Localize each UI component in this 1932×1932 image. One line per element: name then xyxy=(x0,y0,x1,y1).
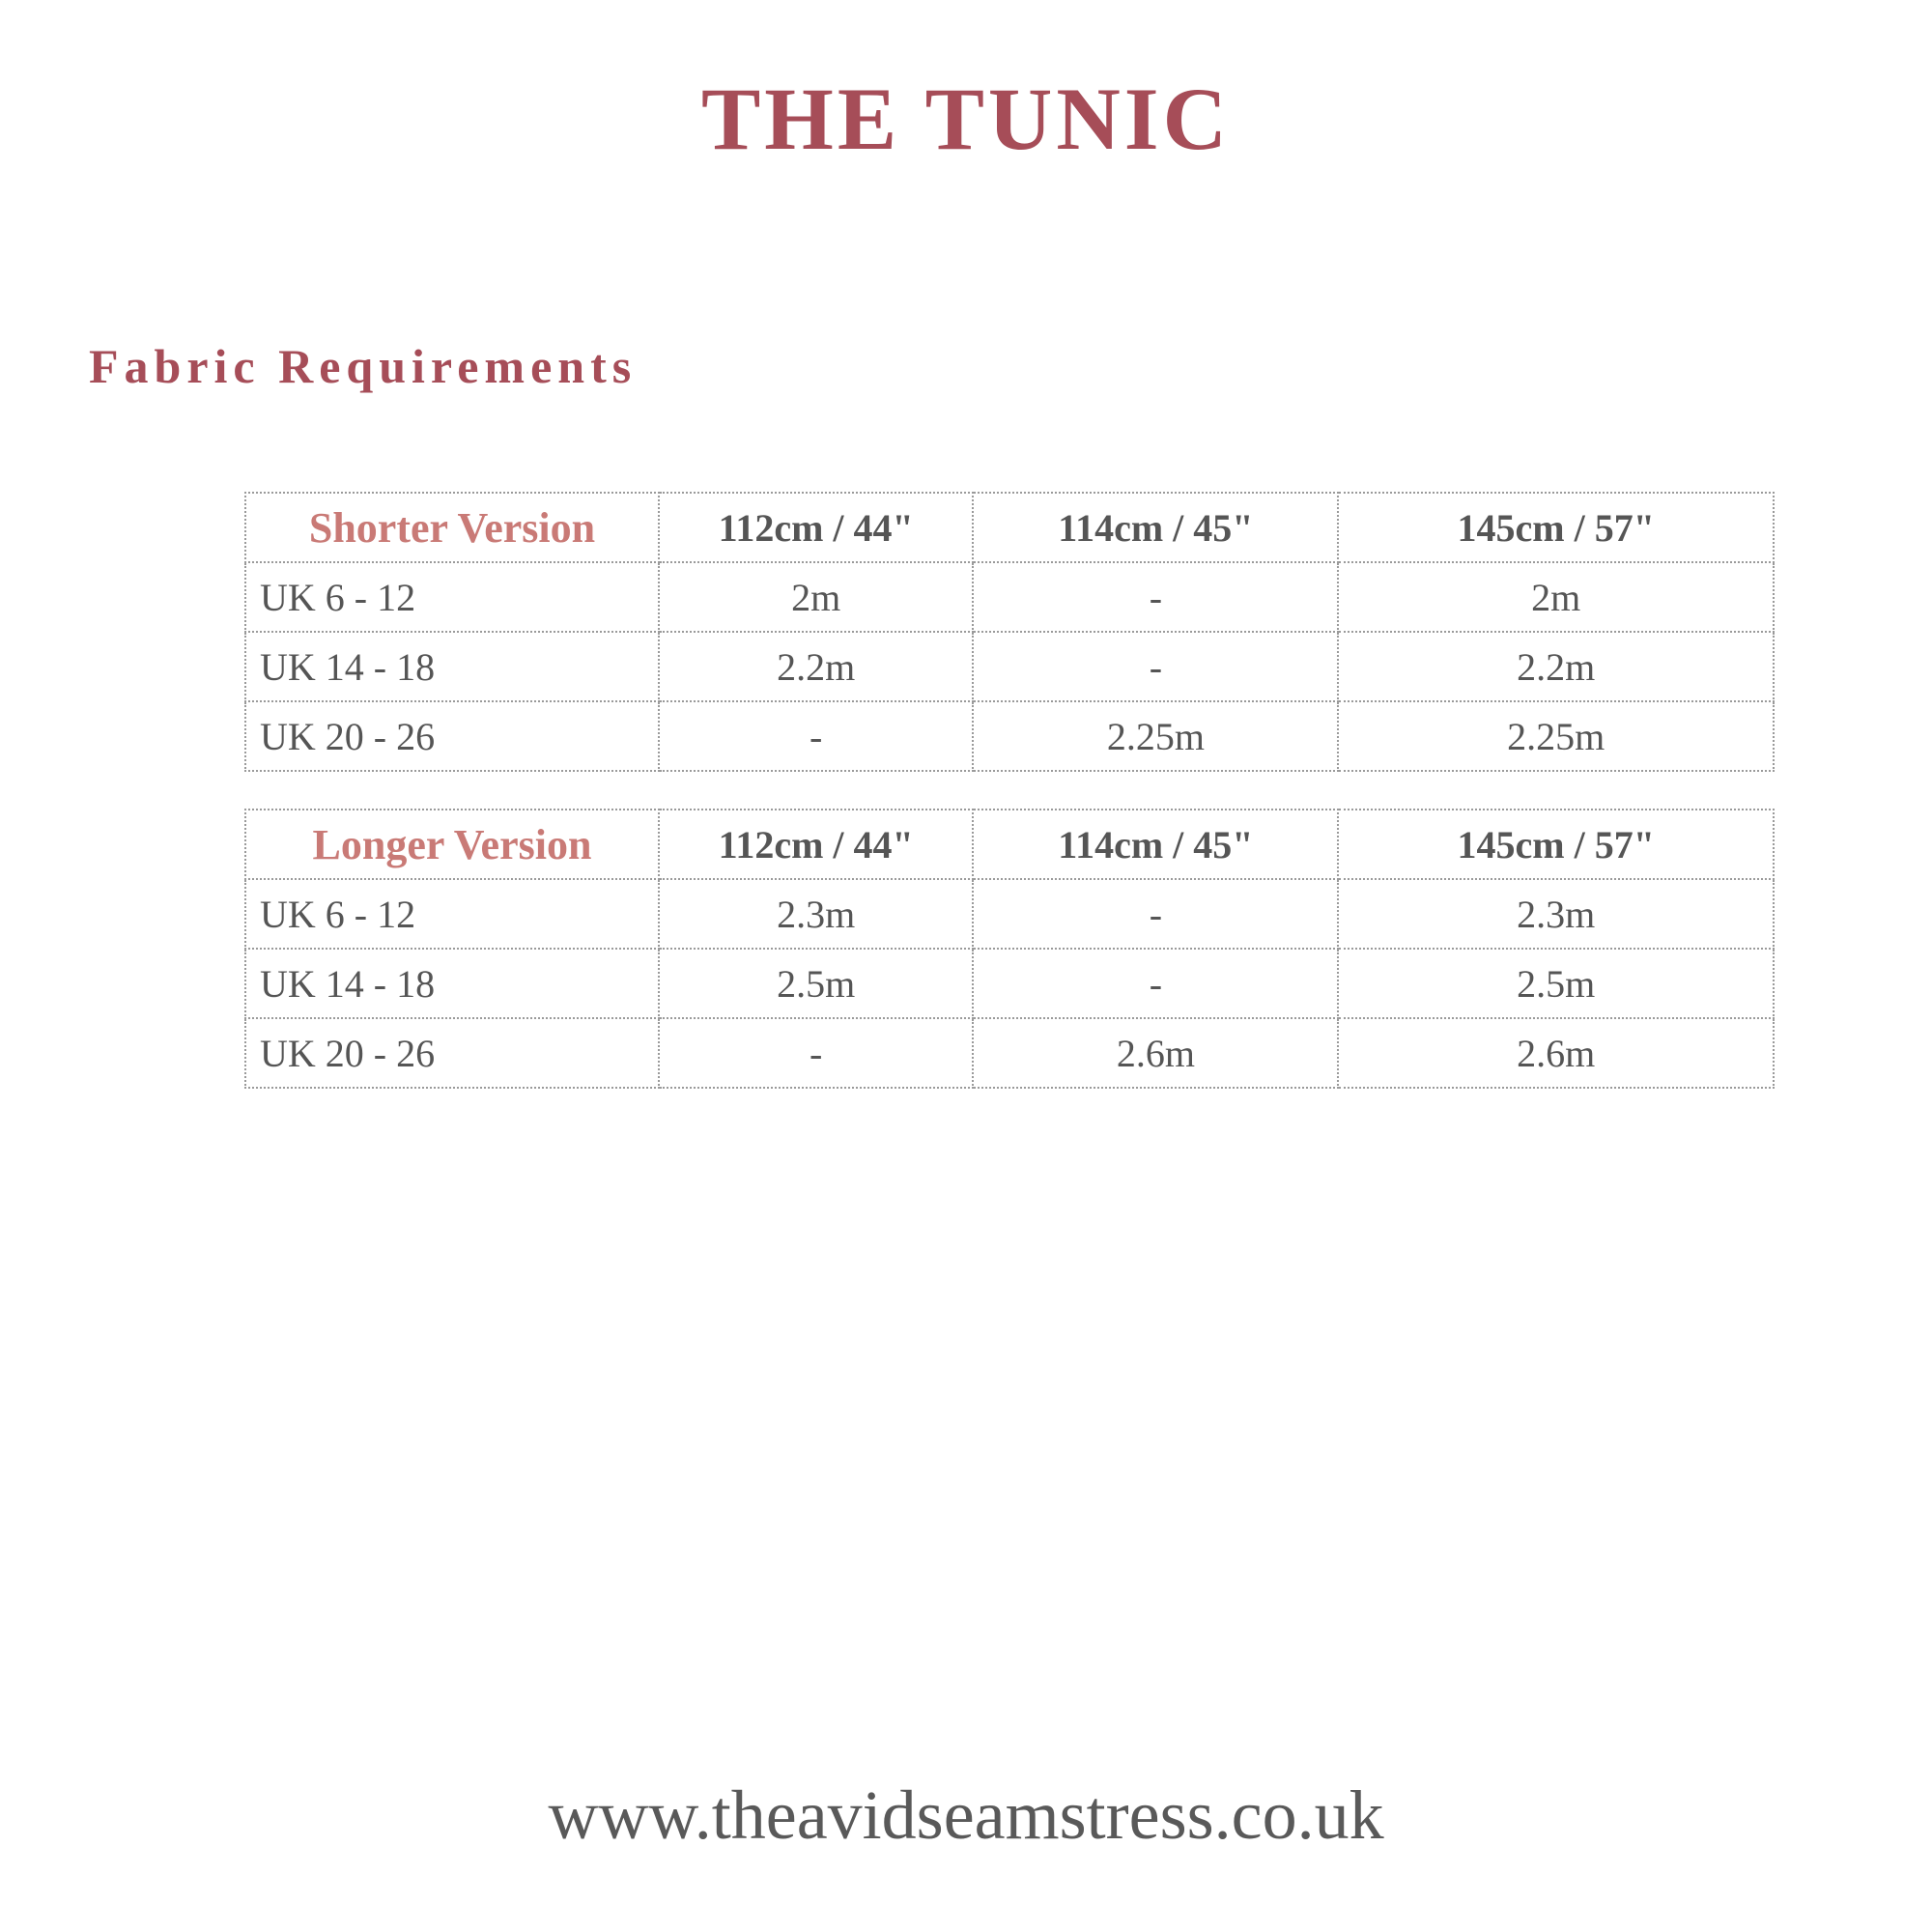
table-cell: 2.3m xyxy=(659,879,973,949)
table-cell: - xyxy=(973,949,1338,1018)
size-label: UK 20 - 26 xyxy=(245,1018,659,1088)
table-cell: 2.6m xyxy=(973,1018,1338,1088)
section-heading: Fabric Requirements xyxy=(89,339,638,393)
version-header: Longer Version xyxy=(245,810,659,879)
footer-website-url: www.theavidseamstress.co.uk xyxy=(548,1776,1384,1854)
table-row xyxy=(245,949,1774,1018)
column-header: 114cm / 45" xyxy=(973,810,1338,879)
table-cell: 2.5m xyxy=(659,949,973,1018)
size-label: UK 6 - 12 xyxy=(245,879,659,949)
table-cell: 2.5m xyxy=(1338,949,1774,1018)
table-row xyxy=(245,562,1774,632)
table-row xyxy=(245,879,1774,949)
table-cell: 2.2m xyxy=(659,632,973,701)
table-cell: 2.6m xyxy=(1338,1018,1774,1088)
table-cell: - xyxy=(973,879,1338,949)
table-cell: 2.25m xyxy=(1338,701,1774,771)
table-cell: - xyxy=(973,562,1338,632)
column-header: 112cm / 44" xyxy=(659,493,973,562)
longer-version-table xyxy=(244,809,1775,1089)
size-label: UK 6 - 12 xyxy=(245,562,659,632)
table-cell: 2m xyxy=(1338,562,1774,632)
size-label: UK 14 - 18 xyxy=(245,632,659,701)
table-row xyxy=(245,632,1774,701)
table-cell: 2.3m xyxy=(1338,879,1774,949)
column-header: 145cm / 57" xyxy=(1338,493,1774,562)
version-header: Shorter Version xyxy=(245,493,659,562)
table-header-row xyxy=(245,493,1774,562)
table-cell: - xyxy=(659,1018,973,1088)
table-row xyxy=(245,701,1774,771)
page-title: THE TUNIC xyxy=(700,70,1232,168)
table-cell: 2.2m xyxy=(1338,632,1774,701)
table-cell: 2m xyxy=(659,562,973,632)
table-cell: 2.25m xyxy=(973,701,1338,771)
table-row xyxy=(245,1018,1774,1088)
size-label: UK 14 - 18 xyxy=(245,949,659,1018)
column-header: 145cm / 57" xyxy=(1338,810,1774,879)
table-cell: - xyxy=(973,632,1338,701)
column-header: 114cm / 45" xyxy=(973,493,1338,562)
column-header: 112cm / 44" xyxy=(659,810,973,879)
table-cell: - xyxy=(659,701,973,771)
shorter-version-table xyxy=(244,492,1775,772)
table-header-row xyxy=(245,810,1774,879)
size-label: UK 20 - 26 xyxy=(245,701,659,771)
